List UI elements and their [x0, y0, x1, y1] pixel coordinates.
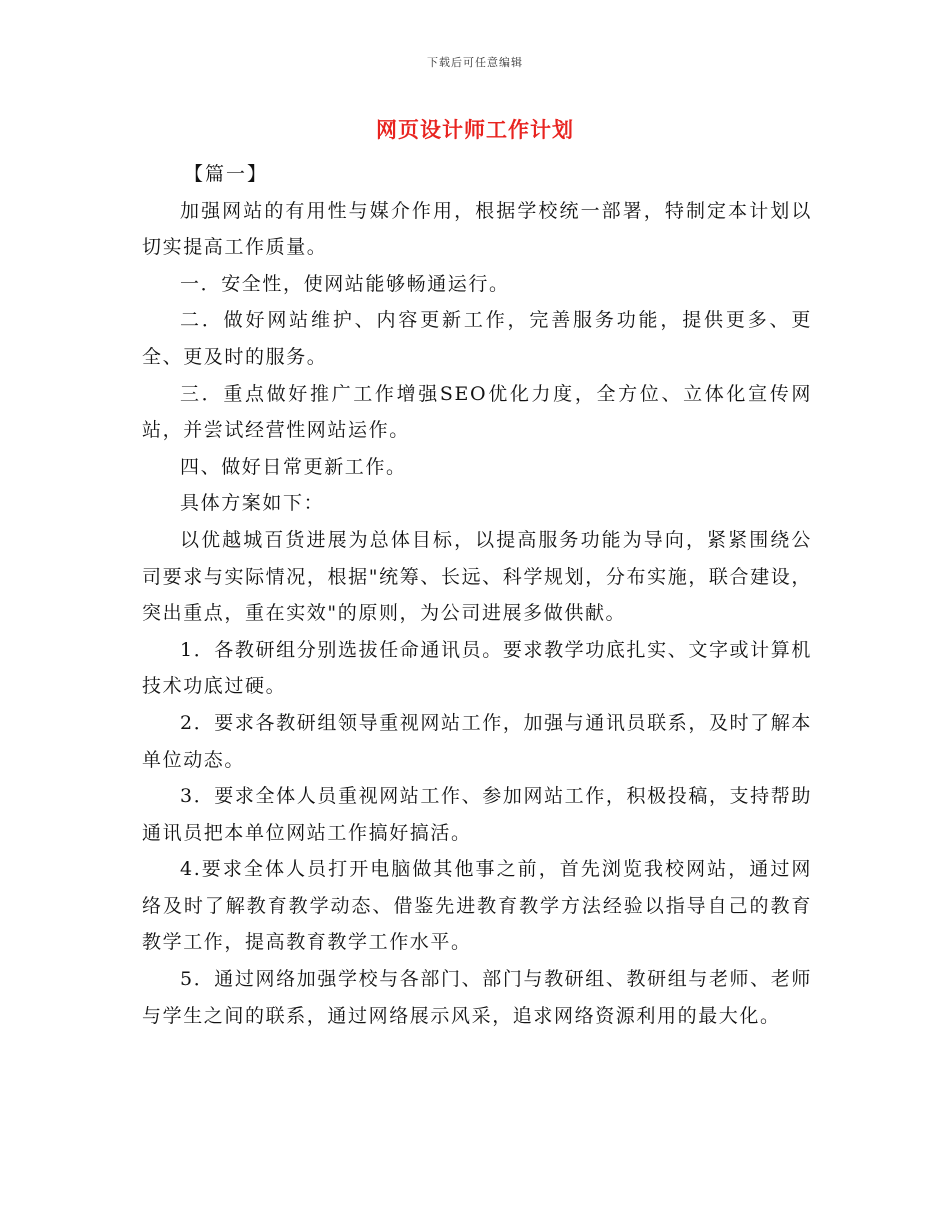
- document-body: [142, 156, 812, 1034]
- header-note: 下载后可任意编辑: [427, 56, 523, 69]
- paragraph: 二．做好网站维护、内容更新工作，完善服务功能，提供更多、更全、更及时的服务。: [142, 309, 812, 368]
- paragraph: 四、做好日常更新工作。: [180, 455, 407, 478]
- paragraph: 加强网站的有用性与媒介作用，根据学校统一部署，特制定本计划以切实提高工作质量。: [142, 199, 812, 259]
- paragraph: 以优越城百货进展为总体目标，以提高服务功能为导向，紧紧围绕公司要求与实际情况，根据"统筹、长远、科学规划，分布实施，联合建设，突出重点，重在实效"的原则，为公司进展多做供献。: [142, 528, 812, 625]
- paragraph: 具体方案如下：: [180, 492, 325, 515]
- paragraph: 2．要求各教研组领导重视网站工作，加强与通讯员联系，及时了解本单位动态。: [142, 711, 812, 771]
- paragraph: 4.要求全体人员打开电脑做其他事之前，首先浏览我校网站，通过网络及时了解教育教学动态、借鉴先进教育教学方法经验以指导自己的教育教学工作，提高教育教学工作水平。: [142, 858, 812, 954]
- document-title: 网页设计师工作计划: [376, 117, 574, 142]
- paragraph: 3．要求全体人员重视网站工作、参加网站工作，积极投稿，支持帮助通讯员把本单位网站工作搞好搞活。: [142, 785, 812, 844]
- paragraph: 5．通过网络加强学校与各部门、部门与教研组、教研组与老师、老师与学生之间的联系，通过网络展示风采，追求网络资源利用的最大化。: [142, 968, 812, 1027]
- paragraph: 一．安全性，使网站能够畅通运行。: [180, 272, 510, 295]
- paragraph: 1．各教研组分别选拔任命通讯员。要求教学功底扎实、文字或计算机技术功底过硬。: [142, 638, 812, 698]
- paragraph: 三．重点做好推广工作增强SEO优化力度，全方位、立体化宣传网站，并尝试经营性网站运作。: [142, 382, 812, 442]
- section-heading: 【篇一】: [184, 163, 269, 185]
